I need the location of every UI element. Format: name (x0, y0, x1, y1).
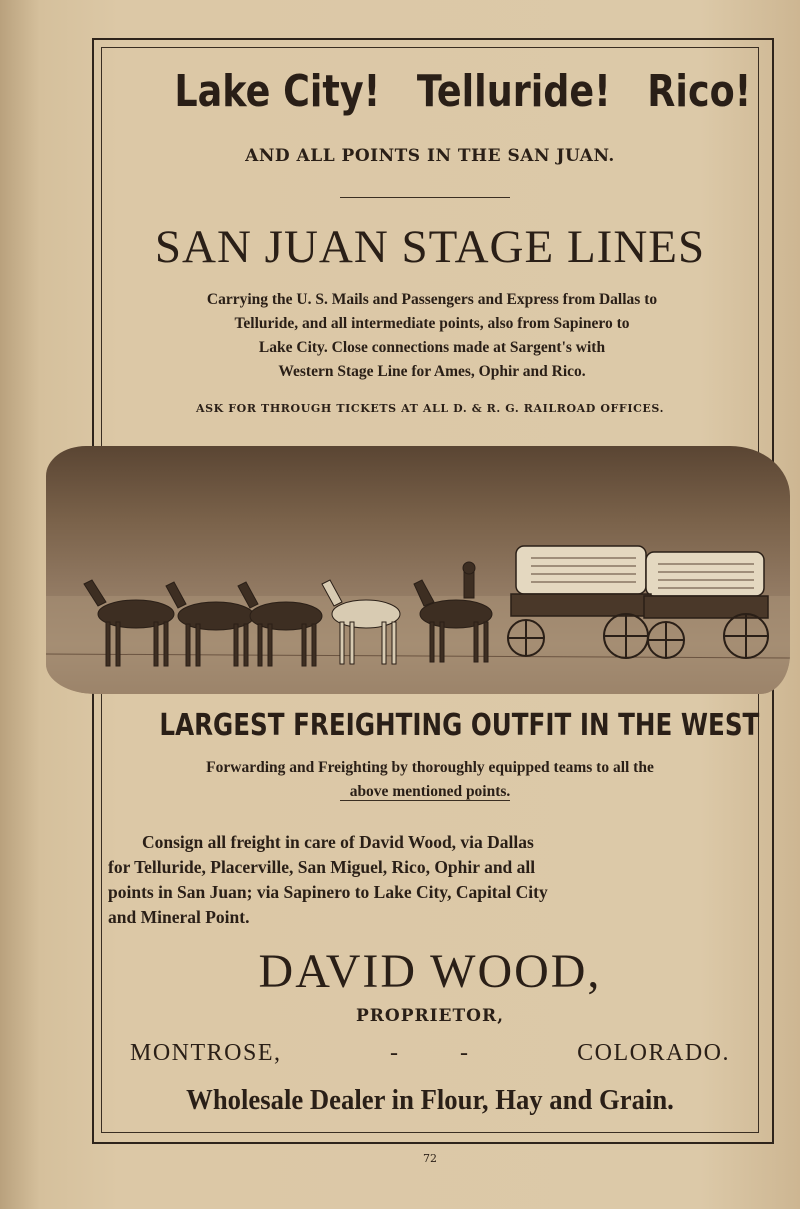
town-rico: Rico! (647, 66, 752, 117)
tickets-notice: ASK FOR THROUGH TICKETS AT ALL D. & R. G. RAILROAD OFFICES. (196, 402, 664, 415)
consign-line: Consign all freight in care of David Wood, via Dallas (142, 832, 534, 852)
headline-subtitle: AND ALL POINTS IN THE SAN JUAN. (245, 146, 615, 166)
town-lake-city: Lake City! (174, 66, 381, 117)
horse-team-engraving (46, 446, 790, 694)
company-description (112, 288, 752, 384)
headline-towns (156, 66, 752, 117)
forwarding-text (110, 756, 750, 804)
description-line: Lake City. Close connections made at Sargent's with (258, 339, 606, 356)
page-number: 72 (423, 1152, 437, 1165)
consign-text (108, 830, 754, 930)
separator-dash: - (390, 1040, 400, 1066)
consign-line: points in San Juan; via Sapinero to Lake City, Capital City (108, 882, 548, 902)
divider-rule (340, 197, 510, 198)
consign-line: for Telluride, Placerville, San Miguel, Rico, Ophir and all (108, 857, 536, 877)
description-line: Telluride, and all intermediate points, also from Sapinero to (234, 315, 630, 332)
divider-rule (340, 800, 510, 801)
freight-wagon-illustration (46, 446, 790, 694)
business-description: Wholesale Dealer in Flour, Hay and Grain. (186, 1084, 674, 1116)
company-name: SAN JUAN STAGE LINES (154, 221, 706, 273)
separator-dash: - (460, 1040, 470, 1066)
freight-heading: LARGEST FREIGHTING OUTFIT IN THE WEST (159, 708, 760, 743)
description-line: Carrying the U. S. Mails and Passengers and Express from Dallas to (206, 291, 658, 308)
description-line: Western Stage Line for Ames, Ophir and Rico. (278, 363, 586, 380)
forwarding-line: above mentioned points. (349, 783, 511, 800)
state-name: COLORADO. (577, 1040, 730, 1066)
forwarding-line: Forwarding and Freighting by thoroughly equipped teams to all the (206, 759, 654, 776)
city-name: MONTROSE, (130, 1040, 282, 1066)
consign-line: and Mineral Point. (108, 907, 250, 927)
town-telluride: Telluride! (416, 66, 611, 117)
proprietor-name: DAVID WOOD, (258, 945, 602, 998)
proprietor-title: PROPRIETOR, (355, 1006, 505, 1026)
